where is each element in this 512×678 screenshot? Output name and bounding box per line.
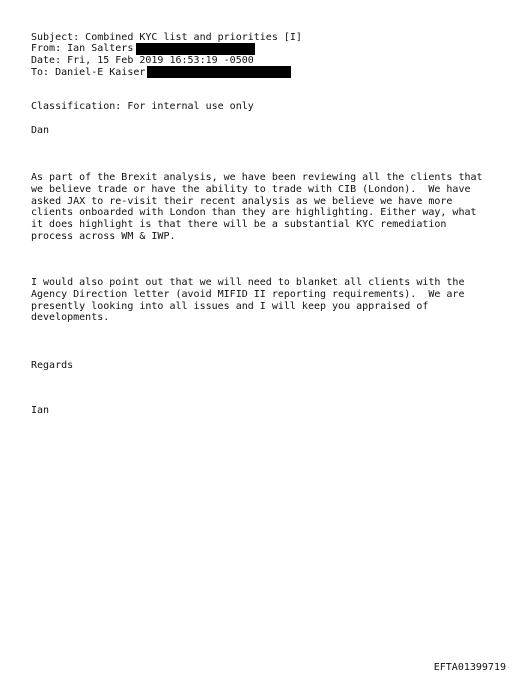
email-from: From: Ian Salters (31, 43, 134, 54)
email-to: To: Daniel-E Kaiser (31, 67, 146, 78)
body-paragraph-2: I would also point out that we will need to blanket all clients with the Agency Direction letter (avoid MIFID II reporting requirements). We are presently looking into all issues and I will keep you appraised of developments. (31, 277, 465, 324)
redaction-bar (136, 43, 255, 55)
closing: Regards (31, 360, 74, 371)
signature: Ian (31, 405, 50, 416)
redaction-bar (147, 66, 291, 78)
email-date: Date: Fri, 15 Feb 2019 16:53:19 -0500 (31, 55, 254, 66)
body-paragraph-1: As part of the Brexit analysis, we have been reviewing all the clients that we believe trade or have the ability to trade with CIB (London). We have asked JAX to re-visit their recent analysis as we believe we have more clients onboarded with London than they are highlighting. Either way, what it does highlight is that there will be a substantial KYC remediation process across WM & IWP. (31, 172, 483, 242)
document-id: EFTA01399719 (433, 662, 506, 673)
greeting: Dan (31, 125, 50, 136)
classification-line: Classification: For internal use only (31, 101, 254, 112)
email-subject: Subject: Combined KYC list and priorities [I] (31, 32, 302, 43)
